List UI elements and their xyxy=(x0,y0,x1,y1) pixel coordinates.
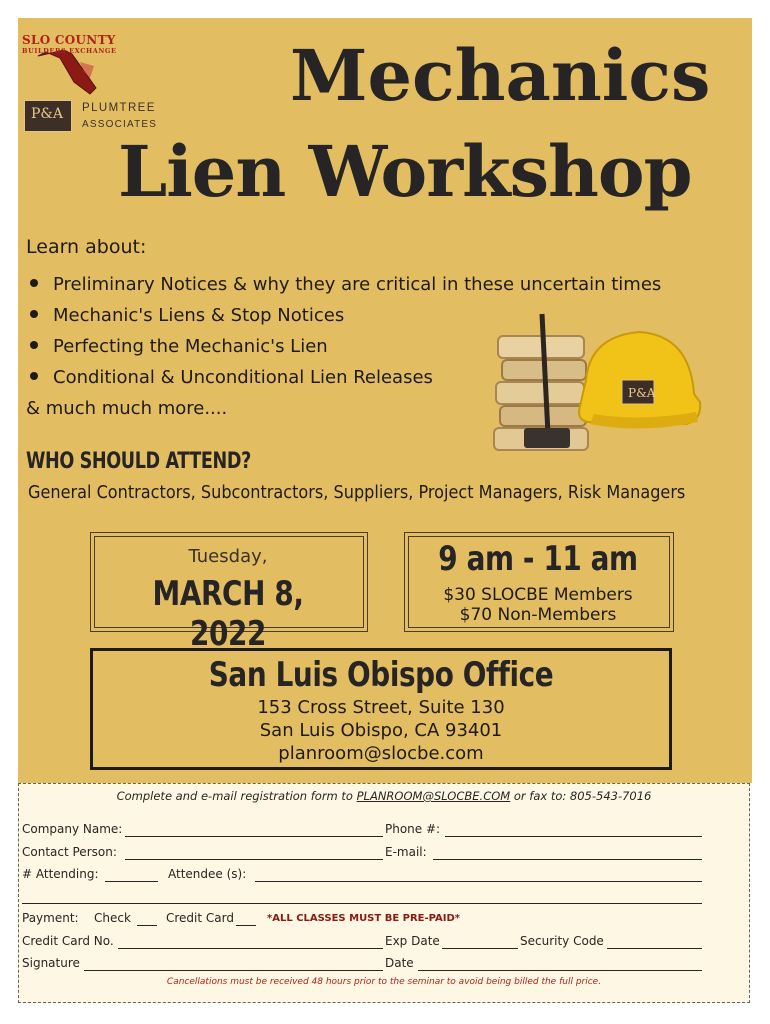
title-line-1: Mechanics xyxy=(290,34,711,117)
prepaid-notice: *ALL CLASSES MUST BE PRE-PAID* xyxy=(267,913,461,924)
price-members: $30 SLOCBE Members xyxy=(443,585,633,605)
office-name: San Luis Obispo Office xyxy=(208,655,554,695)
pa-logo-text: P&A xyxy=(31,106,63,122)
attendees-field-extra[interactable] xyxy=(22,903,702,904)
event-date: MARCH 8, 2022 xyxy=(152,574,304,654)
contact-field[interactable] xyxy=(125,859,383,860)
event-day: Tuesday, xyxy=(188,546,268,567)
list-item: Mechanic's Liens & Stop Notices xyxy=(30,305,344,326)
date-label: Date xyxy=(385,956,414,970)
attendees-label: Attendee (s): xyxy=(168,867,247,881)
much-more-text: & much much more.... xyxy=(26,398,228,419)
security-code-field[interactable] xyxy=(607,948,702,949)
email-field[interactable] xyxy=(433,859,702,860)
phone-label: Phone #: xyxy=(385,822,441,836)
bullet-icon xyxy=(30,310,38,318)
title-line-2: Lien Workshop xyxy=(118,130,692,213)
card-number-label: Credit Card No. xyxy=(22,934,114,948)
signature-field[interactable] xyxy=(84,970,383,971)
card-number-field[interactable] xyxy=(118,948,383,949)
hardhat-badge-text: P&A xyxy=(628,386,656,400)
books-gavel-hardhat-icon xyxy=(490,310,702,456)
bullet-icon xyxy=(30,341,38,349)
check-field[interactable] xyxy=(137,925,157,926)
associates-text: ASSOCIATES xyxy=(82,119,158,130)
company-field[interactable] xyxy=(125,836,383,837)
event-time: 9 am - 11 am xyxy=(438,539,638,579)
who-text: General Contractors, Subcontractors, Suppliers, Project Managers, Risk Managers xyxy=(28,483,686,503)
office-email[interactable]: planroom@slocbe.com xyxy=(278,743,484,764)
who-heading: WHO SHOULD ATTEND? xyxy=(26,449,251,474)
plumtree-text: PLUMTREE xyxy=(82,102,156,114)
email-label: E-mail: xyxy=(385,845,427,859)
contact-label: Contact Person: xyxy=(22,845,117,859)
phone-field[interactable] xyxy=(445,836,702,837)
attending-field[interactable] xyxy=(105,881,158,882)
credit-card-label: Credit Card xyxy=(166,911,234,925)
list-item: Conditional & Unconditional Lien Releases xyxy=(30,367,433,388)
slo-county-text: SLO COUNTY xyxy=(22,33,116,47)
learn-heading: Learn about: xyxy=(26,236,147,258)
cancellation-notice: Cancellations must be received 48 hours prior to the seminar to avoid being billed the full price. xyxy=(166,977,602,987)
list-item: Preliminary Notices & why they are critical in these uncertain times xyxy=(30,274,661,295)
company-label: Company Name: xyxy=(22,822,123,836)
list-item: Perfecting the Mechanic's Lien xyxy=(30,336,328,357)
signature-label: Signature xyxy=(22,956,80,970)
security-code-label: Security Code xyxy=(520,934,604,948)
exp-date-field[interactable] xyxy=(442,948,518,949)
office-city: San Luis Obispo, CA 93401 xyxy=(259,720,503,741)
payment-label: Payment: xyxy=(22,911,79,925)
form-intro: Complete and e-mail registration form to PLANROOM@SLOCBE.COM or fax to: 805-543-7016 xyxy=(116,789,652,803)
attending-label: # Attending: xyxy=(22,867,99,881)
builders-exchange-text: BUILDERS EXCHANGE xyxy=(22,47,117,55)
check-label: Check xyxy=(94,911,131,925)
price-nonmembers: $70 Non-Members xyxy=(459,605,617,625)
bullet-icon xyxy=(30,279,38,287)
exp-date-label: Exp Date xyxy=(385,934,440,948)
form-email-link[interactable]: PLANROOM@SLOCBE.COM xyxy=(356,789,511,803)
bullet-icon xyxy=(30,372,38,380)
credit-card-field[interactable] xyxy=(236,925,256,926)
office-street: 153 Cross Street, Suite 130 xyxy=(257,697,505,718)
date-field[interactable] xyxy=(418,970,702,971)
attendees-field[interactable] xyxy=(255,881,702,882)
